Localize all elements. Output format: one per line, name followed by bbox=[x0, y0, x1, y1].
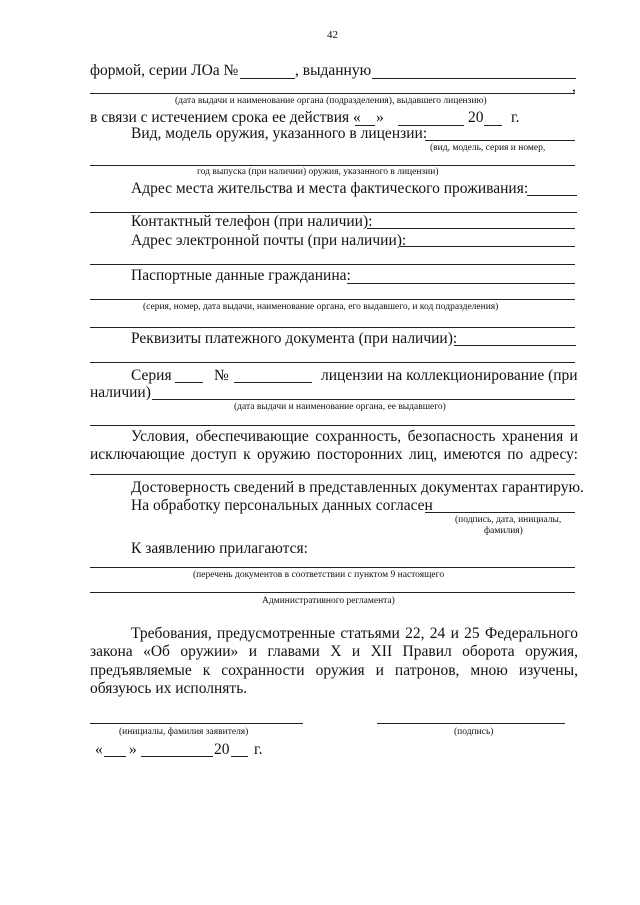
expiry-quote-close: » bbox=[376, 109, 384, 126]
date-month-field[interactable] bbox=[141, 756, 213, 757]
caption-sign-2: фамилия) bbox=[484, 526, 523, 536]
passport-field-3[interactable] bbox=[90, 327, 575, 328]
license-collect-label: лицензии на коллекционирование (при bbox=[321, 367, 578, 384]
expiry-year-field[interactable] bbox=[484, 125, 502, 126]
date-year-field[interactable] bbox=[231, 756, 248, 757]
caption-passport: (серия, номер, дата выдачи, наименование органа, его выдавшего, и код подразделения) bbox=[143, 302, 499, 312]
license-num-field[interactable] bbox=[234, 382, 312, 383]
consent-label: На обработку персональных данных согласен bbox=[131, 497, 433, 514]
expiry-label: в связи с истечением срока ее действия « bbox=[90, 109, 361, 126]
passport-label: Паспортные данные гражданина: bbox=[131, 267, 351, 284]
phone-label: Контактный телефон (при наличии): bbox=[131, 213, 373, 230]
license-number-field[interactable] bbox=[240, 78, 295, 79]
consent-signature-field[interactable] bbox=[425, 512, 575, 513]
caption-issue: (дата выдачи и наименование органа (подразделения), выдавшего лицензию) bbox=[175, 96, 487, 106]
number-sign: № bbox=[214, 367, 229, 384]
date-quote-open: « bbox=[95, 741, 103, 758]
license-issue-field[interactable] bbox=[152, 399, 575, 400]
date-year-prefix: 20 bbox=[214, 741, 230, 758]
issued-by-field[interactable] bbox=[372, 78, 576, 79]
series-label: Серия bbox=[131, 367, 172, 384]
conditions-line-1: Условия, обеспечивающие сохранность, безопасность хранения и bbox=[131, 428, 578, 445]
caption-docs-2: Административного регламента) bbox=[262, 596, 395, 606]
caption-weapon: (вид, модель, серия и номер, bbox=[430, 143, 546, 153]
passport-field[interactable] bbox=[347, 283, 575, 284]
issued-label: , выданную bbox=[295, 62, 372, 79]
weapon-model-field-2[interactable] bbox=[90, 165, 575, 166]
caption-signature: (подпись) bbox=[454, 727, 494, 737]
payment-field-2[interactable] bbox=[90, 362, 575, 363]
address-field[interactable] bbox=[527, 195, 577, 196]
email-field[interactable] bbox=[400, 246, 575, 247]
payment-label: Реквизиты платежного документа (при наличии): bbox=[131, 330, 458, 347]
conditions-line-2: исключающие доступ к оружию посторонних лиц, имеются по адресу: bbox=[90, 446, 578, 463]
caption-year: год выпуска (при наличии) оружия, указанного в лицензии) bbox=[197, 167, 439, 177]
phone-field[interactable] bbox=[367, 228, 575, 229]
requirements-line-4: обязуюсь их исполнять. bbox=[90, 680, 248, 697]
reliability-text: Достоверность сведений в представленных документах гарантирую. bbox=[131, 479, 584, 496]
availability-label: наличии) bbox=[90, 384, 151, 401]
expiry-year-prefix: 20 bbox=[468, 109, 484, 126]
payment-field[interactable] bbox=[454, 345, 576, 346]
caption-docs-1: (перечень документов в соответствии с пунктом 9 настоящего bbox=[193, 570, 445, 580]
requirements-line-2: закона «Об оружии» и главами X и XII Правил оборота оружия, bbox=[90, 643, 578, 660]
signature-field[interactable] bbox=[377, 723, 565, 724]
weapon-model-field[interactable] bbox=[425, 140, 575, 141]
license-issue-field-2[interactable] bbox=[90, 425, 575, 426]
attached-label: К заявлению прилагаются: bbox=[131, 540, 308, 557]
attachments-field[interactable] bbox=[90, 567, 575, 568]
caption-license: (дата выдачи и наименование органа, ее выдавшего) bbox=[234, 402, 446, 412]
issued-by-field-2[interactable] bbox=[90, 93, 575, 94]
caption-applicant: (инициалы, фамилия заявителя) bbox=[119, 727, 249, 737]
form-series-label: формой, серии ЛОа № bbox=[90, 62, 239, 79]
expiry-year-suffix: г. bbox=[511, 109, 520, 126]
page-number: 42 bbox=[327, 29, 338, 41]
passport-field-2[interactable] bbox=[90, 299, 575, 300]
email-label: Адрес электронной почты (при наличии): bbox=[131, 232, 407, 249]
email-field-2[interactable] bbox=[90, 264, 575, 265]
applicant-name-field[interactable] bbox=[90, 723, 303, 724]
address-label: Адрес места жительства и места фактического проживания: bbox=[131, 180, 529, 197]
date-quote-close: » bbox=[129, 741, 137, 758]
trailing-comma: , bbox=[572, 78, 576, 95]
requirements-line-3: предъявляемые к сохранности оружия и патронов, мною изучены, bbox=[90, 662, 578, 679]
conditions-address-field[interactable] bbox=[90, 474, 575, 475]
date-year-suffix: г. bbox=[254, 741, 263, 758]
weapon-model-label: Вид, модель оружия, указанного в лицензии: bbox=[131, 125, 428, 142]
caption-sign-1: (подпись, дата, инициалы, bbox=[455, 515, 562, 525]
series-field[interactable] bbox=[175, 382, 203, 383]
date-day-field[interactable] bbox=[104, 756, 126, 757]
requirements-line-1: Требования, предусмотренные статьями 22, 24 и 25 Федерального bbox=[131, 625, 578, 642]
attachments-field-2[interactable] bbox=[90, 592, 575, 593]
